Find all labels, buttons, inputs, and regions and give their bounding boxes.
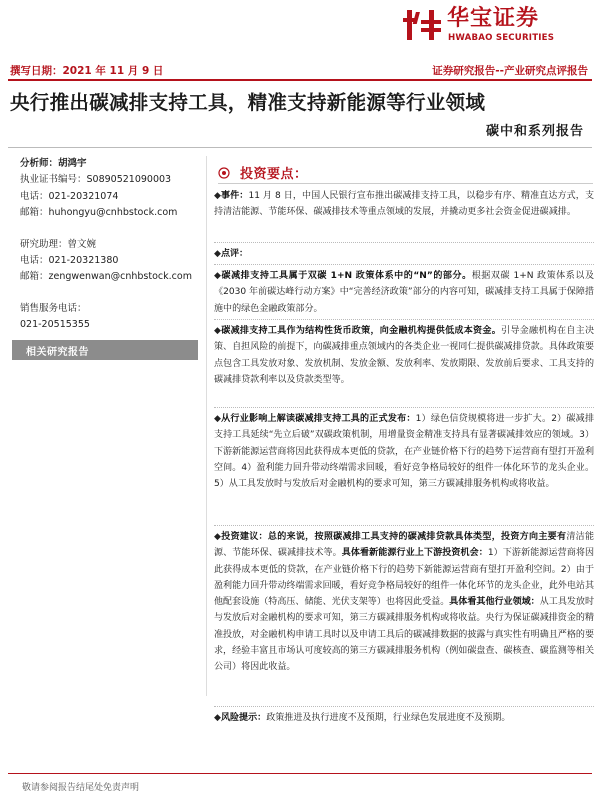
point-2-bold: 碳减排支持工具作为结构性货币政策，向金融机构提供低成本资金。: [221, 326, 502, 336]
column-divider: [206, 156, 207, 696]
point-4-text-3: 从工具发放时与发放后对金融机构的要求可知，第三方碳减排服务机构或将收益。央行为保证碳减排资金的精准投放，对金融机构申请工具时以及申请工具后的碳减排数据的披露与真实性有明确且严格的要求，经验丰富且市场认可度较高的第三方碳减排服务机构（例如碳盘查、碳核查、碳监测等相关公司）将因此收益。: [214, 597, 595, 673]
point-4-text-1: 清洁能源、节能环保、碳减排技术等。: [214, 532, 595, 559]
separator: [214, 264, 594, 265]
analyst-info: [20, 156, 190, 334]
disclaimer-note: 敬请参阅报告结尾处免责声明: [22, 783, 140, 793]
risk-label: 风险提示：: [220, 713, 267, 723]
company-logo: [403, 6, 593, 42]
assistant-phone: 电话：021-20321380: [20, 255, 119, 267]
assistant-email[interactable]: 邮箱：zengwenwan@cnhbstock.com: [20, 271, 192, 283]
invest-points-header: [218, 163, 418, 183]
point-1-paragraph: ◆碳减排支持工具属于双碳 1+N 政策体系中的“N”的部分。根据双碳 1+N 政策体系以及《2030 年前碳达峰行动方案》中“完善经济政策”部分的内容可知，碳减排支持工具属于保障措施中的绿色金融政策部分。: [214, 271, 594, 314]
hwabao-logo-icon: [403, 8, 441, 42]
point-4-bold-3: 具体看其他行业领域：: [449, 597, 540, 608]
event-paragraph: ◆事件：11 月 8 日，中国人民银行宣布推出碳减排支持工具，以稳步有序、精准直达方式，支持清洁能源、节能环保、碳减排技术等重点领域的发展，并撬动更多社会资金促进碳减排。: [214, 191, 594, 218]
invest-points-title: 投资要点：: [240, 167, 308, 182]
risk-paragraph: ◆风险提示：政策推进及执行进度不及预期，行业绿色发展进度不及预期。: [214, 713, 511, 723]
point-3-bold: 从行业影响上解读碳减排支持工具的正式发布：: [221, 414, 416, 424]
event-text: 11 月 8 日，中国人民银行宣布推出碳减排支持工具，以稳步有序、精准直达方式，支持清洁能源、节能环保、碳减排技术等重点领域的发展，并撬动更多社会资金促进碳减排。: [214, 191, 594, 218]
separator: [214, 407, 594, 408]
report-date: 撰写日期：2021 年 11 月 9 日: [10, 65, 164, 77]
risk-text: 政策推进及执行进度不及预期，行业绿色发展进度不及预期。: [266, 713, 511, 723]
header-divider: [8, 79, 592, 81]
point-4-bold-1: 投资建议：总的来说，按照碳减排工具支持的碳减排贷款具体类型，投资方向主要有: [221, 532, 567, 542]
point-4-text-2: 1）下游新能源运营商将因此获得成本更低的贷款，在产业链价格下行的趋势下新能源运营商有望打开盈利空间。2）由于盈利能力回升带动终端需求回暖，看好竞争格局较好的组件一体化环节的龙头企业，此外电站其他配套设施（特高压、储能、光伏支架等）也将因此受益。: [214, 548, 595, 608]
logo-text-en: HWABAO SECURITIES: [448, 33, 555, 43]
comment-label: 点评：: [220, 249, 249, 259]
related-reports-header: [12, 340, 198, 360]
point-1-bold: 碳减排支持工具属于双碳 1+N 政策体系中的“N”的部分。: [221, 271, 472, 281]
assistant-name: 研究助理：曾文婉: [20, 238, 97, 250]
series-title: 碳中和系列报告: [485, 124, 584, 139]
point-2-paragraph: ◆碳减排支持工具作为结构性货币政策，向金融机构提供低成本资金。引导金融机构在自主决策、自担风险的前提下，向碳减排重点领域内的各类企业一视同仁提供碳减排贷款。具体政策要点包含工具发放对象、发放机制、发放金额、发放利率、发放期限、发放前后要求、工具支持的碳减排贷款利率以及贷款类型等。: [214, 326, 595, 385]
analyst-name: 分析师：胡鸿宇: [20, 158, 87, 169]
point-4-paragraph: ◆投资建议：总的来说，按照碳减排工具支持的碳减排贷款具体类型，投资方向主要有清洁能源、节能环保、碳减排技术等。具体看新能源行业上下游投资机会：1）下游新能源运营商将因此获得成本更低的贷款，在产业链价格下行的趋势下新能源运营商有望打开盈利空间。2）由于盈利能力回升带动终端需求回暖，看好竞争格局较好的组件一体化环节的龙头企业，此外电站其他配套设施（特高压、储能、光伏支架等）也将因此受益。具体看其他行业领域：从工具发放时与发放后对金融机构的要求可知，第三方碳减排服务机构或将收益。央行为保证碳减排资金的精准投放，对金融机构申请工具时以及申请工具后的碳减排数据的披露与真实性有明确且严格的要求，经验丰富且市场认可度较高的第三方碳减排服务机构（例如碳盘查、碳核查、碳监测等相关公司）将因此收益。: [214, 532, 595, 673]
point-1-text: 根据双碳 1+N 政策体系以及《2030 年前碳达峰行动方案》中“完善经济政策”部分的内容可知，碳减排支持工具属于保障措施中的绿色金融政策部分。: [214, 271, 594, 314]
comment-heading: ◆点评：: [214, 249, 249, 259]
point-4-bold-2: 具体看新能源行业上下游投资机会：: [341, 548, 488, 559]
point-2-text: 引导金融机构在自主决策、自担风险的前提下，向碳减排重点领域内的各类企业一视同仁提供碳减排贷款。具体政策要点包含工具发放对象、发放机制、发放金额、发放利率、发放期限、发放前后要求、工具支持的碳减排贷款利率以及贷款类型等。: [214, 326, 595, 385]
page-title: 央行推出碳减排支持工具，精准支持新能源等行业领域: [10, 91, 486, 114]
separator: [214, 242, 594, 243]
analyst-phone: 电话：021-20321074: [20, 190, 119, 202]
logo-text-cn: 华宝证券: [447, 6, 540, 31]
separator: [214, 525, 594, 526]
invest-divider: [218, 183, 593, 184]
sales-label: 销售服务电话：: [20, 302, 87, 314]
footer-divider: [8, 773, 592, 774]
title-divider: [8, 147, 592, 148]
separator: [214, 706, 594, 707]
event-label: 事件：: [221, 191, 249, 201]
analyst-license: 执业证书编号：S0890521090003: [20, 174, 172, 186]
sales-phone: 021-20515355: [20, 319, 90, 331]
separator: [214, 319, 594, 320]
point-3-text: 1）绿色信贷规模将进一步扩大。2）碳减排支持工具延续“先立后破”双碳政策机制，用增量资金精准支持具有显著碳减排效应的领域。3）下游新能源运营商将因此获得成本更低的贷款，在产业链价格下行的趋势下运营商有望打开盈利空间。4）盈利能力回升带动终端需求回暖，看好竞争格局较好的组件一体化环节的龙头企业。5）从工具发放时与发放后对金融机构的要求可知，第三方碳减排服务机构或将收益。: [214, 414, 594, 490]
target-icon: [218, 167, 230, 179]
report-type: 证券研究报告--产业研究点评报告: [432, 65, 588, 77]
related-reports-label: 相关研究报告: [26, 347, 89, 358]
analyst-email[interactable]: 邮箱：huhongyu@cnhbstock.com: [20, 207, 178, 219]
point-3-paragraph: ◆从行业影响上解读碳减排支持工具的正式发布：1）绿色信贷规模将进一步扩大。2）碳减排支持工具延续“先立后破”双碳政策机制，用增量资金精准支持具有显著碳减排效应的领域。3）下游新能源运营商将因此获得成本更低的贷款，在产业链价格下行的趋势下运营商有望打开盈利空间。4）盈利能力回升带动终端需求回暖，看好竞争格局较好的组件一体化环节的龙头企业。5）从工具发放时与发放后对金融机构的要求可知，第三方碳减排服务机构或将收益。: [214, 414, 594, 490]
